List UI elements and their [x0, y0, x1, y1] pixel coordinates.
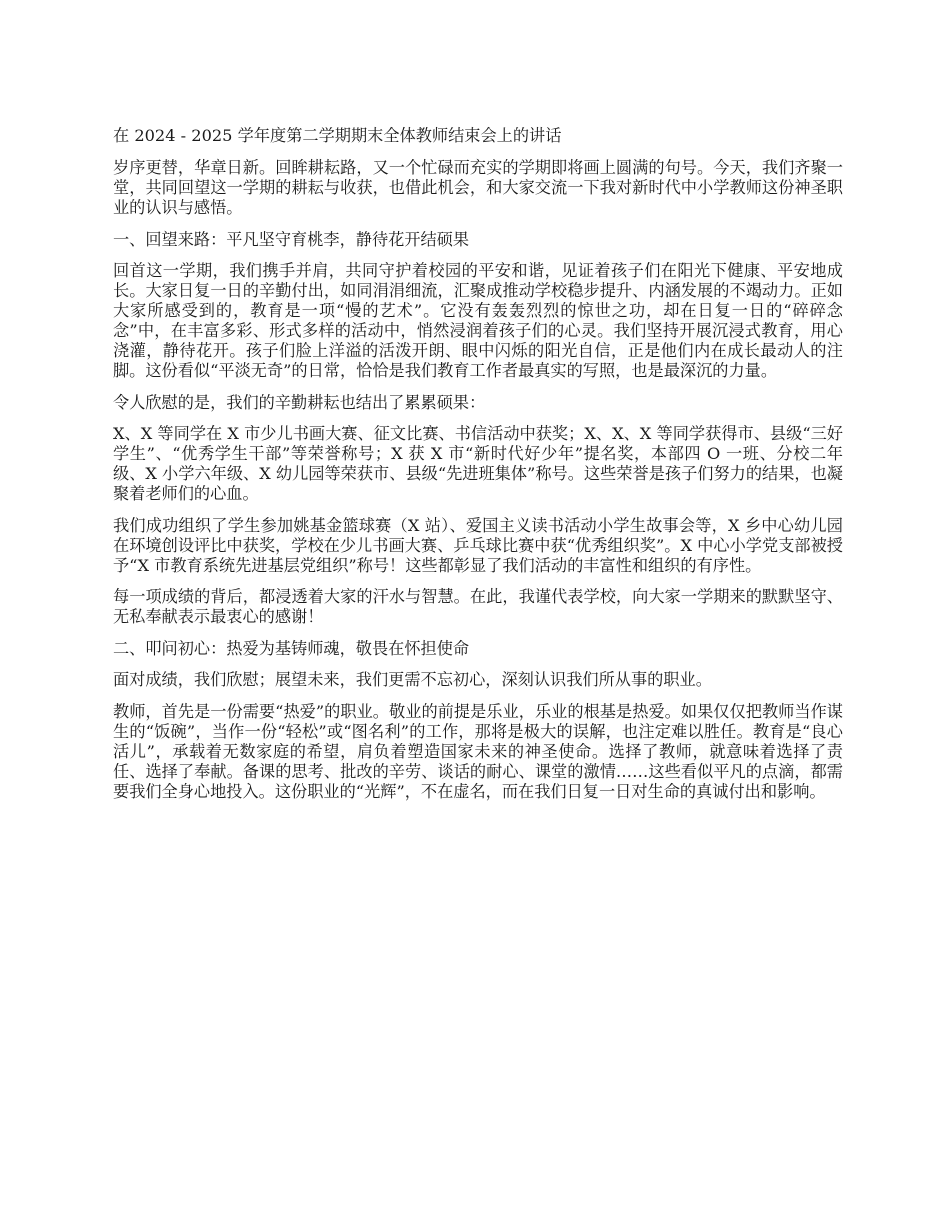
- body-paragraph: 教师，首先是一份需要“热爱”的职业。敬业的前提是乐业，乐业的根基是热爱。如果仅仅把教师当作谋生的“饭碗”，当作一份“轻松”或“图名利”的工作，那将是极大的误解，也注定难以胜任。教育是“良心活儿”，承载着无数家庭的希望，肩负着塑造国家未来的神圣使命。选择了教师，就意味着选择了责任、选择了奉献。备课的思考、批改的辛劳、谈话的耐心、课堂的激情……这些看似平凡的点滴，都需要我们全身心地投入。这份职业的“光辉”，不在虚名，而在我们日复一日对生命的真诚付出和影响。: [113, 701, 843, 801]
- body-paragraph: X、X 等同学在 X 市少儿书画大赛、征文比赛、书信活动中获奖；X、X、X 等同学获得市、县级“三好学生”、“优秀学生干部”等荣誉称号；X 获 X 市“新时代好少年”提名奖，本部四 O 一班、分校二年级、X 小学六年级、X 幼儿园等荣获市、县级“先进班集体”称号。这些荣誉是孩子们努力的结果，也凝聚着老师们的心血。: [113, 424, 843, 503]
- section-heading-2: 二、叩问初心：热爱为基铸师魂，敬畏在怀担使命: [113, 638, 470, 658]
- body-paragraph: 令人欣慰的是，我们的辛勤耕耘也结出了累累硕果：: [113, 392, 486, 412]
- body-paragraph: 我们成功组织了学生参加姚基金篮球赛（X 站）、爱国主义读书活动小学生故事会等，X 乡中心幼儿园在环境创设评比中获奖，学校在少儿书画大赛、乒乓球比赛中获“优秀组织奖”。X 中心小学党支部被授予“X 市教育系统先进基层党组织”称号！这些都彰显了我们活动的丰富性和组织的有序性。: [113, 515, 843, 575]
- body-paragraph: 面对成绩，我们欣慰；展望未来，我们更需不忘初心，深刻认识我们所从事的职业。: [113, 670, 712, 689]
- body-paragraph: 每一项成绩的背后，都浸透着大家的汗水与智慧。在此，我谨代表学校，向大家一学期来的默默坚守、无私奉献表示最衷心的感谢！: [113, 587, 843, 626]
- body-paragraph: 回首这一学期，我们携手并肩，共同守护着校园的平安和谐，见证着孩子们在阳光下健康、平安地成长。大家日复一日的辛勤付出，如同涓涓细流，汇聚成推动学校稳步提升、内涵发展的不竭动力。正如大家所感受到的，教育是一项“慢的艺术”。它没有轰轰烈烈的惊世之功，却在日复一日的“碎碎念念”中，在丰富多彩、形式多样的活动中，悄然浸润着孩子们的心灵。我们坚持开展沉浸式教育，用心浇灌，静待花开。孩子们脸上洋溢的活泼开朗、眼中闪烁的阳光自信，正是他们内在成长最动人的注脚。这份看似“平淡无奇”的日常，恰恰是我们教育工作者最真实的写照，也是最深沉的力量。: [113, 261, 843, 380]
- document-title: 在 2024 - 2025 学年度第二学期期末全体教师结束会上的讲话: [113, 126, 562, 145]
- intro-paragraph: 岁序更替，华章日新。回眸耕耘路，又一个忙碌而充实的学期即将画上圆满的句号。今天，我们齐聚一堂，共同回望这一学期的耕耘与收获，也借此机会，和大家交流一下我对新时代中小学教师这份神圣职业的认识与感悟。: [113, 158, 843, 217]
- section-heading-1: 一、回望来路：平凡坚守育桃李，静待花开结硕果: [113, 229, 470, 249]
- document-page: [113, 126, 843, 813]
